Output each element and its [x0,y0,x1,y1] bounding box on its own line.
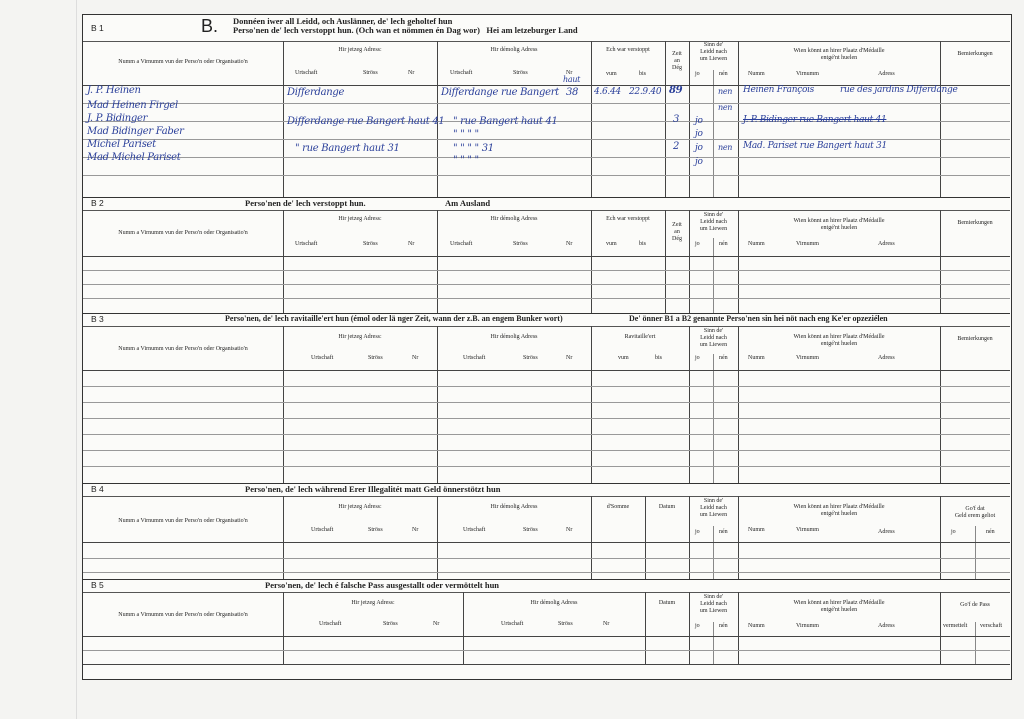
header-surname: Numm [748,241,765,247]
header-name: Numm a Virnumm vun der Perso'n oder Organisatio'n [118,230,248,236]
header-town: Urtschaft [311,527,334,533]
table-cell-no: nen [718,103,733,112]
header-street: Ströss [363,70,378,76]
header-alive: Sinn de' Leidd nach um Liewen [699,212,728,232]
header-money-returned: Go'f dat Geld erem geliot [954,506,996,519]
header-street: Ströss [513,241,528,247]
header-yes: jo [695,241,700,247]
table-cell-address: Differdange rue Bangert [441,87,559,98]
table-cell-yes: jo [695,129,703,139]
table-row-name: Mad Heinen Firgel [87,100,178,111]
header-former-address: Hir démolig Adress [490,216,538,222]
section-code: B 2 [91,198,104,208]
table-cell-yes: jo [695,157,703,167]
section-code: B 4 [91,484,104,494]
header-former-address: Hir démolig Adress [530,600,578,606]
header-address: Adress [878,241,895,247]
section-b4 [83,483,1010,579]
header-name: Numm a Virnumm vun der Perso'n oder Organisatio'n [118,612,248,618]
page-fold [76,0,77,719]
table-cell-days: 3 [673,114,680,125]
table-cell-address: " " " " [453,155,479,166]
header-street: Ströss [368,355,383,361]
table-cell-address: " rue Bangert haut 31 [295,143,400,154]
table-cell-note: haut [563,75,581,84]
header-number: Nr [408,241,415,247]
header-date: Datum [658,600,676,606]
header-number: Nr [412,527,419,533]
header-no: nén [986,529,995,535]
header-no: nén [719,529,728,535]
header-town: Urtschaft [463,355,486,361]
header-firstname: Virnumm [796,355,819,361]
header-name: Numm a Virnumm vun der Perso'n oder Organisatio'n [118,59,248,65]
table-row-name: J. P. Bidinger [87,113,148,124]
header-town: Urtschaft [501,621,524,627]
header-number: Nr [566,355,573,361]
header-town: Urtschaft [463,527,486,533]
header-town: Urtschaft [295,70,318,76]
header-number: Nr [412,355,419,361]
header-date: Datum [658,504,676,510]
table-cell-no: nen [718,143,733,152]
header-yes: jo [951,529,956,535]
section-code: B 3 [91,314,104,324]
page-letter: B. [201,16,219,36]
header-procured: verschaft [980,623,1002,629]
table-cell-medal-address: rue des jardins Differdange [840,85,958,95]
header-number: Nr [408,70,415,76]
table-row-name: J. P. Heinen [87,85,141,96]
table-cell-address: " rue Bangert haut 41 [453,116,558,127]
table-row-name: Michel Pariset [87,139,156,150]
header-surname: Numm [748,527,765,533]
header-yes: jo [695,623,700,629]
table-row-name: Mad Bidinger Faber [87,126,184,137]
header-no: nén [719,241,728,247]
header-medal: Wien könnt an hirer Plaatz d'Médaille entgé'nt huelen [793,218,885,231]
header-medal: Wien könnt an hirer Plaatz d'Médaille entgé'nt huelen [793,48,885,61]
header-remarks: Bemierkungen [957,51,993,57]
section-code: B 5 [91,580,104,590]
header-alive: Sinn de' Leidd nach um Liewen [699,42,728,62]
header-former-address: Hir démolig Adress [490,504,538,510]
table-cell-no: nen [718,87,733,96]
table-cell-days: 2 [673,141,680,152]
table-cell-from: 4.6.44 [594,87,621,97]
header-address: Adress [878,71,895,77]
header-number: Nr [566,527,573,533]
table-cell-address: " " " " 31 [453,143,494,154]
header-alive: Sinn de' Leidd nach um Liewen [699,594,728,614]
header-remarks: Bemierkungen [957,336,993,342]
header-hidden: Ech war verstoppt [606,47,650,53]
header-current-address: Hir jetzeg Adress: [338,47,382,53]
header-number: Nr [566,241,573,247]
header-number: Nr [566,70,573,76]
section-b2 [83,197,1010,313]
header-town: Urtschaft [450,70,473,76]
header-yes: jo [695,71,700,77]
form-sheet [82,14,1012,680]
section-title: Perso'nen, de' lech ravitaille'ert hun (émol oder lä nger Zeit, wann der z.B. an engem Bunker wort) [225,314,563,323]
header-street: Ströss [523,527,538,533]
section-code: B 1 [91,23,104,33]
header-town: Urtschaft [450,241,473,247]
section-b5 [83,579,1010,681]
table-row-name: Mad Michel Pariset [87,152,181,163]
header-medal: Wien könnt an hirer Plaatz d'Médaille entgé'nt huelen [793,334,885,347]
table-cell-medal-name: J. P. Bidinger rue Bangert haut 41 [743,115,887,125]
header-firstname: Virnumm [796,241,819,247]
header-address: Adress [878,355,895,361]
header-mediated: vermettelt [943,623,968,629]
header-hidden: Ech war verstoppt [606,216,650,222]
section-title: Perso'nen de' lech verstoppt hun. [245,198,366,208]
header-yes: jo [695,529,700,535]
header-from: vum [618,355,629,361]
header-alive: Sinn de' Leidd nach um Liewen [699,498,728,518]
header-from: vum [606,71,617,77]
header-surname: Numm [748,71,765,77]
section-b3 [83,313,1010,483]
header-no: nén [719,71,728,77]
header-address: Adress [878,529,895,535]
header-firstname: Virnumm [796,71,819,77]
header-town: Urtschaft [311,355,334,361]
section-title: Perso'nen, de' lech é falsche Pass ausgestallt oder vermöttelt hun [265,580,500,590]
header-street: Ströss [363,241,378,247]
header-street: Ströss [383,621,398,627]
header-surname: Numm [748,623,765,629]
header-street: Ströss [368,527,383,533]
header-street: Ströss [523,355,538,361]
header-remarks: Bemierkungen [957,220,993,226]
header-surname: Numm [748,355,765,361]
header-firstname: Virnumm [796,527,819,533]
table-cell-days: 89 [669,85,683,96]
section-note: De' önner B1 a B2 genannte Perso'nen sin hei nöt nach eng Ke'er opzeziélen [629,314,888,323]
header-no: nén [719,623,728,629]
section-subtitle: Am Ausland [445,198,491,208]
header-passport: Go'f de Pass [960,602,990,608]
header-number: Nr [603,621,610,627]
header-former-address: Hir démolig Adress [490,334,538,340]
header-current-address: Hir jetzeg Adress: [338,216,382,222]
header-yes: jo [695,355,700,361]
header-alive: Sinn de' Leidd nach um Liewen [699,328,728,348]
table-cell-yes: jo [695,143,703,153]
table-cell-yes: jo [695,116,703,126]
header-from: vum [606,241,617,247]
table-cell-address: " " " " [453,129,479,140]
table-cell-medal-name: Heinen François [743,85,814,95]
table-cell-medal-name: Mad. Pariset rue Bangert haut 31 [743,141,887,151]
header-to: bis [639,241,647,247]
header-no: nén [719,355,728,361]
header-name: Numm a Virnumm vun der Perso'n oder Organisatio'n [118,346,248,352]
header-former-address: Hir démolig Adress [490,47,538,53]
header-address: Adress [878,623,895,629]
header-current-address: Hir jetzeg Adress: [338,504,382,510]
section-title: Perso'nen, de' lech während Erer Illegalitét matt Geld önnerstötzt hun [245,484,501,494]
section-title: Donnéen iwer all Leidd, och Auslänner, de' lech geholtef hun Perso'nen de' lech verstoppt hun. (Och wan et nömmen én Dag wor) Hei am letzeburger Land [233,16,578,35]
table-cell-number: 38 [566,87,579,98]
header-to: bis [639,71,647,77]
section-b1 [83,15,1010,197]
header-town: Urtschaft [295,241,318,247]
table-cell-town: Differdange [287,87,345,98]
header-to: bis [655,355,663,361]
header-current-address: Hir jetzeg Adress: [351,600,395,606]
header-sum: d'Somme [606,504,630,510]
header-medal: Wien könnt an hirer Plaatz d'Médaille entgé'nt huelen [793,600,885,613]
header-days: Zeit an Dég [672,51,682,71]
header-medal: Wien könnt an hirer Plaatz d'Médaille entgé'nt huelen [793,504,885,517]
header-current-address: Hir jetzeg Adress: [338,334,382,340]
header-supplied: Ravitaille'ert [624,334,656,340]
table-cell-address: Differdange rue Bangert haut 41 [287,116,445,127]
header-number: Nr [433,621,440,627]
header-days: Zeit an Dég [672,222,682,242]
header-street: Ströss [558,621,573,627]
header-town: Urtschaft [319,621,342,627]
header-street: Ströss [513,70,528,76]
table-cell-to: 22.9.40 [629,87,662,97]
header-name: Numm a Virnumm vun der Perso'n oder Organisatio'n [118,518,248,524]
header-firstname: Virnumm [796,623,819,629]
